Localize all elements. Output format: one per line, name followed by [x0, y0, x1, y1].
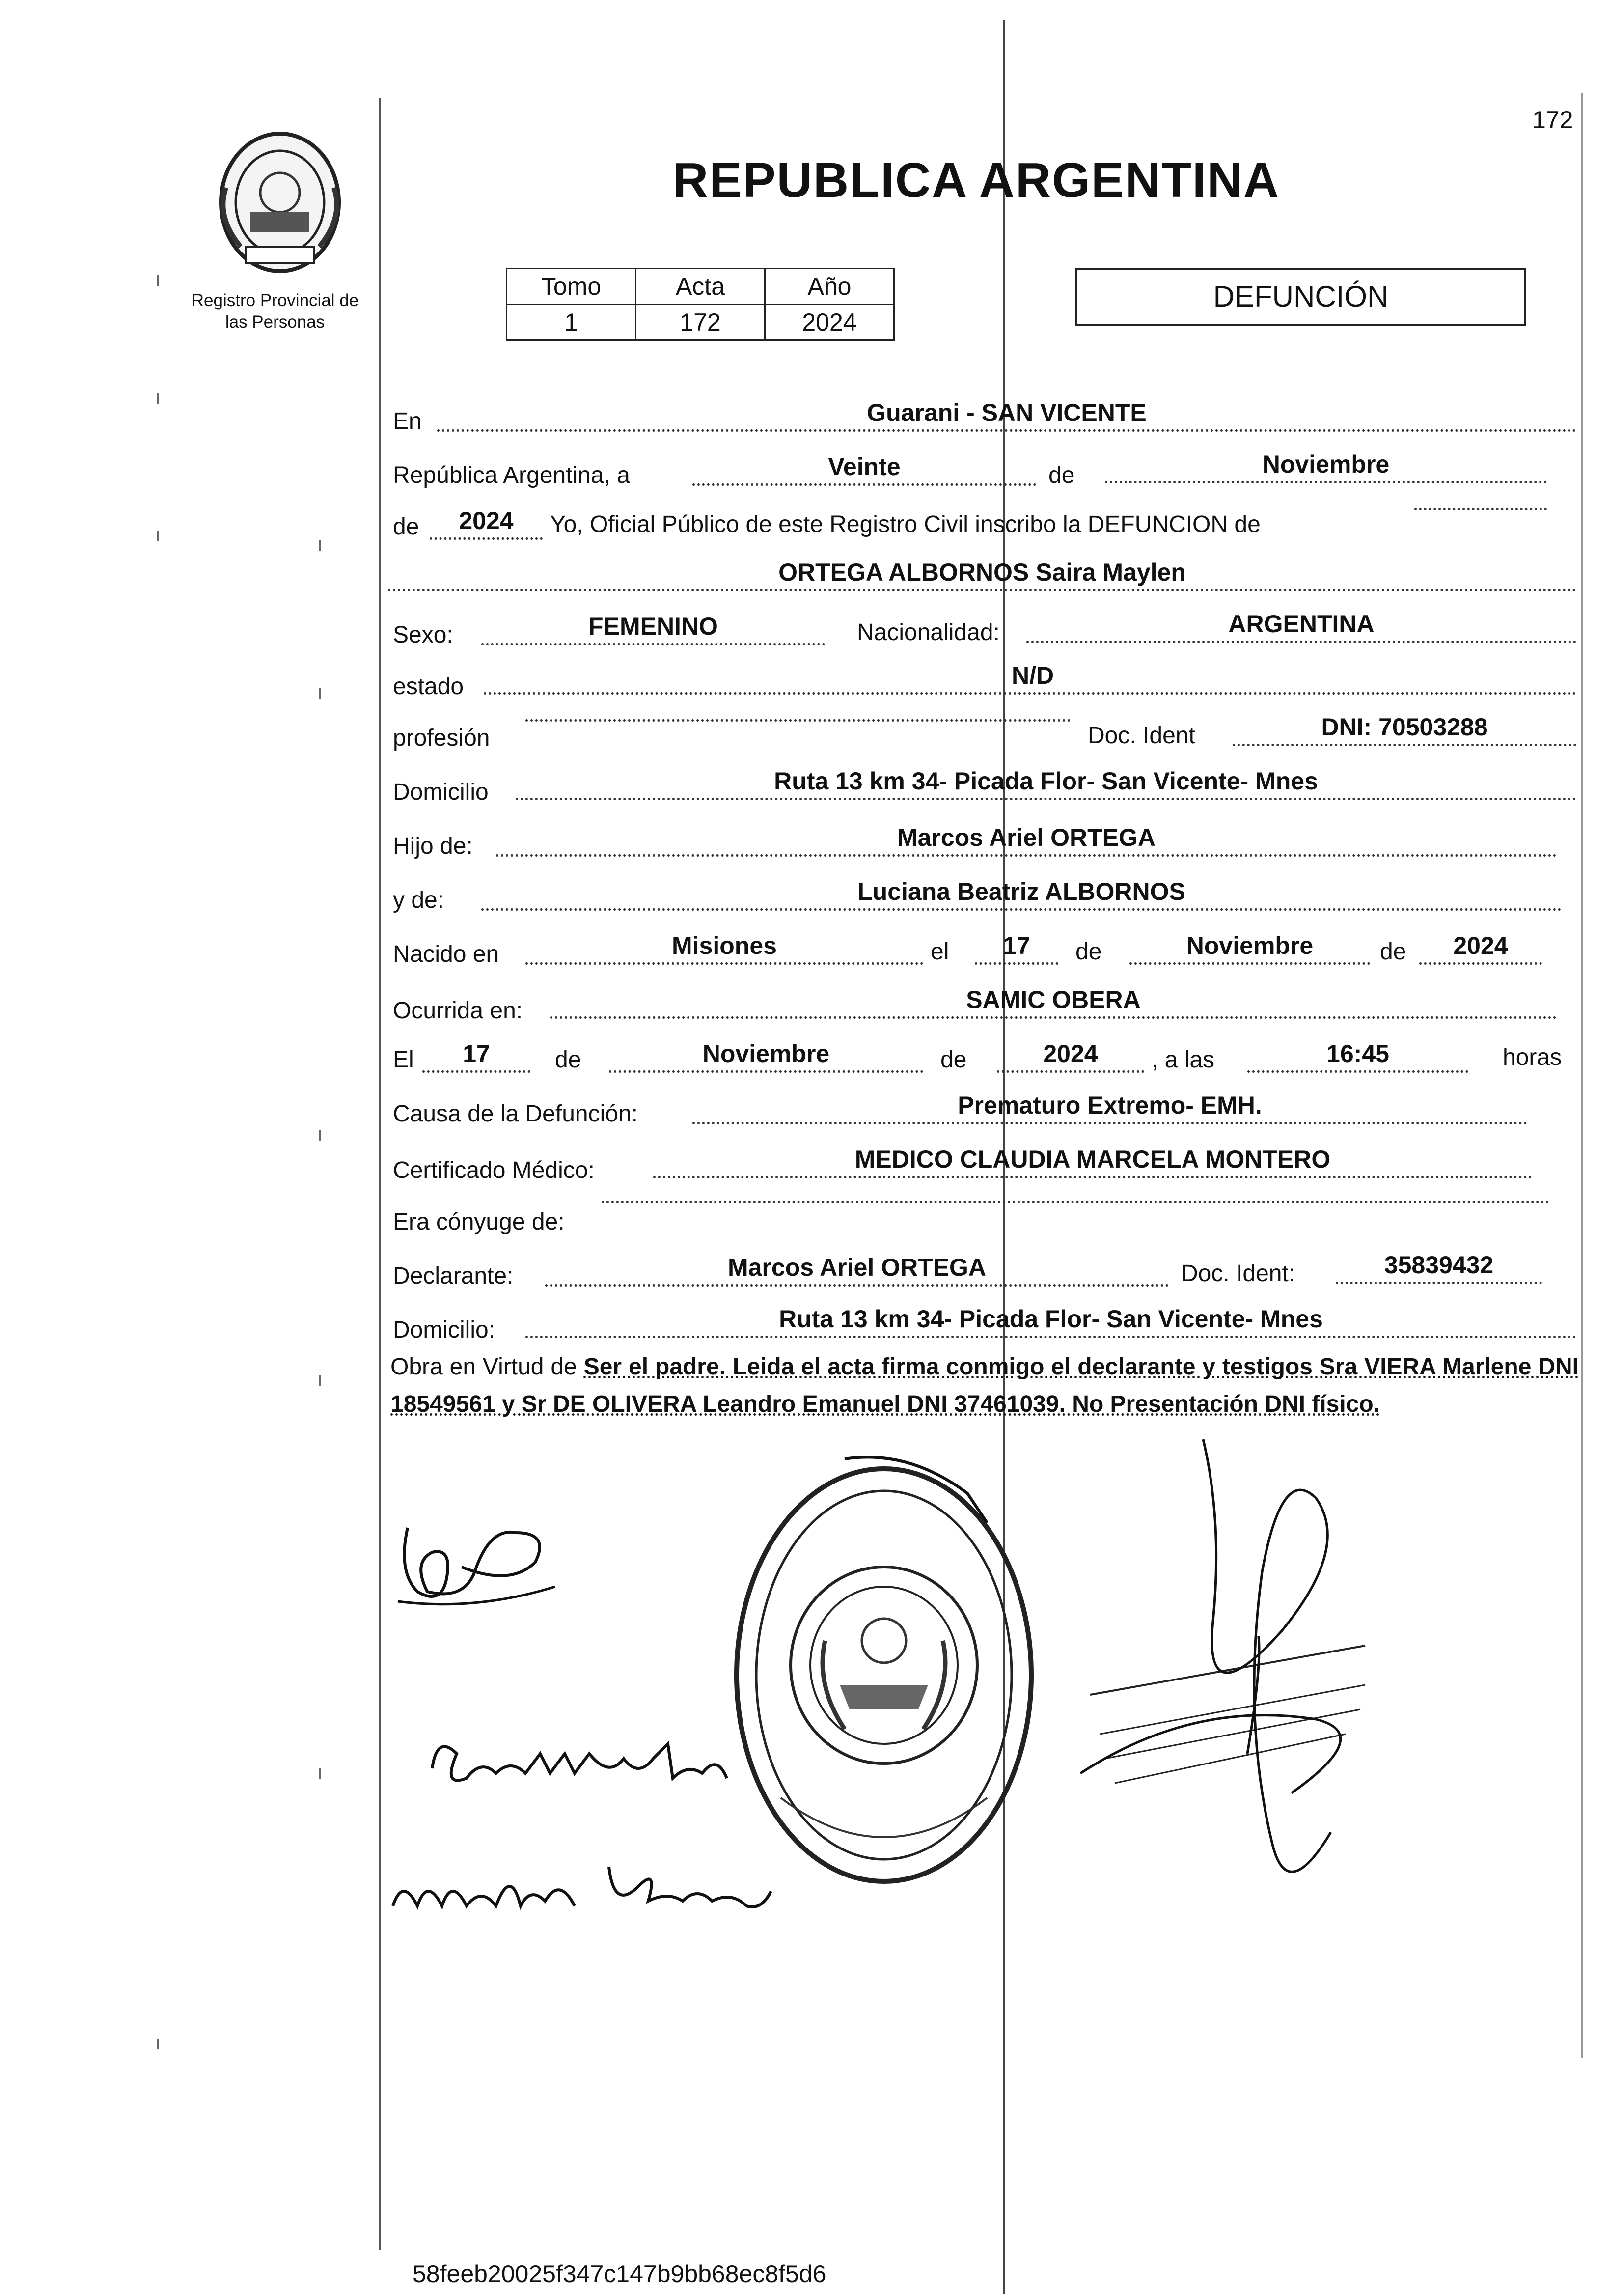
value-def-dia: 17	[422, 1039, 530, 1073]
value-padre: Marcos Ariel ORTEGA	[496, 823, 1557, 857]
scan-speck	[319, 1130, 321, 1141]
value-nac-anio: 2024	[1419, 931, 1542, 965]
label-el: el	[931, 939, 949, 965]
label-profesion: profesión	[393, 725, 490, 751]
registry-label-line1: Registro Provincial de	[191, 291, 359, 310]
left-margin-rule	[379, 98, 381, 2250]
label-de-def-anio: de	[940, 1047, 967, 1073]
table-value-tomo: 1	[507, 305, 636, 340]
label-nacido-en: Nacido en	[393, 941, 499, 967]
label-en: En	[393, 408, 422, 434]
label-de-nac-anio: de	[1380, 939, 1406, 965]
record-type-box: DEFUNCIÓN	[1075, 268, 1526, 326]
value-ocurrida-en: SAMIC OBERA	[550, 985, 1557, 1019]
label-ocurrida-en: Ocurrida en:	[393, 998, 523, 1024]
label-de-year: de	[393, 514, 419, 540]
label-republica: República Argentina, a	[393, 462, 630, 488]
value-profesion	[525, 717, 1071, 722]
label-de-def-mes: de	[555, 1047, 581, 1073]
footer-hash: 58feeb20025f347c147b9bb68ec8f5d6	[413, 2260, 826, 2288]
value-nac-dia: 17	[975, 931, 1058, 965]
value-def-mes: Noviembre	[609, 1039, 923, 1073]
scan-speck	[157, 275, 159, 286]
table-header-tomo: Tomo	[507, 269, 636, 305]
table-header-anio: Año	[765, 269, 894, 305]
value-lugar: Guarani - SAN VICENTE	[437, 398, 1576, 432]
label-domicilio-declarante: Domicilio:	[393, 1317, 495, 1343]
value-hora: 16:45	[1247, 1039, 1468, 1073]
registry-logo	[196, 129, 363, 276]
table-value-acta: 172	[636, 305, 765, 340]
value-conyuge	[602, 1199, 1549, 1203]
label-a-las: , a las	[1152, 1047, 1215, 1073]
page-number: 172	[1532, 106, 1573, 134]
value-nac-mes: Noviembre	[1129, 931, 1370, 965]
value-obra-text: Ser el padre. Leida el acta firma conmigo el declarante y testigos Sra VIERA Marlene DNI 18549561 y Sr DE OLIVERA Leandro Emanuel DNI 37461039. No Presentación DNI físico.	[390, 1354, 1579, 1417]
value-madre: Luciana Beatriz ALBORNOS	[481, 877, 1562, 911]
scan-speck	[319, 688, 321, 699]
value-sexo: FEMENINO	[481, 612, 825, 645]
label-estado: estado	[393, 673, 464, 700]
scan-speck	[157, 531, 159, 541]
scan-speck	[157, 393, 159, 404]
value-fallecido: ORTEGA ALBORNOS Saira Maylen	[388, 558, 1576, 591]
label-nacionalidad: Nacionalidad:	[857, 619, 1000, 645]
label-doc-ident: Doc. Ident	[1088, 723, 1195, 749]
value-estado: N/D	[484, 661, 1576, 695]
table-header-acta: Acta	[636, 269, 765, 305]
value-inscribo-blank	[1414, 506, 1547, 510]
registry-label	[162, 290, 388, 333]
signature-officer	[388, 1493, 565, 1614]
label-inscribo: Yo, Oficial Público de este Registro Civil inscribo la DEFUNCION de	[550, 511, 1261, 537]
label-de: de	[1048, 462, 1075, 488]
right-margin-rule	[1581, 93, 1583, 2058]
value-doc-ident: DNI: 70503288	[1233, 712, 1576, 746]
official-seal	[712, 1454, 1056, 1896]
label-obra-en-virtud: Obra en Virtud de	[390, 1354, 577, 1380]
label-y-de: y de:	[393, 887, 444, 913]
label-certificado: Certificado Médico:	[393, 1157, 595, 1183]
scan-speck	[157, 2039, 159, 2049]
register-table	[506, 268, 895, 341]
value-nacionalidad: ARGENTINA	[1026, 609, 1576, 643]
registry-label-line2: las Personas	[225, 312, 325, 332]
value-declarante-domicilio: Ruta 13 km 34- Picada Flor- San Vicente- Mnes	[525, 1304, 1576, 1338]
scan-speck	[319, 1768, 321, 1779]
label-de-nac-mes: de	[1075, 939, 1102, 965]
label-el-def: El	[393, 1047, 414, 1073]
scan-speck	[319, 1375, 321, 1386]
value-declarante: Marcos Ariel ORTEGA	[545, 1253, 1169, 1287]
label-declarante: Declarante:	[393, 1263, 514, 1289]
signature-witness	[383, 1847, 776, 1948]
label-doc-ident-declarante: Doc. Ident:	[1181, 1260, 1295, 1287]
label-horas: horas	[1503, 1044, 1562, 1070]
label-causa: Causa de la Defunción:	[393, 1101, 638, 1127]
label-conyuge: Era cónyuge de:	[393, 1209, 565, 1235]
label-sexo: Sexo:	[393, 622, 453, 648]
value-domicilio: Ruta 13 km 34- Picada Flor- San Vicente- Mnes	[516, 766, 1576, 800]
value-def-anio: 2024	[997, 1039, 1144, 1073]
signature-declarante	[422, 1724, 737, 1800]
document-title: REPUBLICA ARGENTINA	[673, 153, 1280, 208]
value-causa: Prematuro Extremo- EMH.	[692, 1091, 1527, 1124]
value-dia: Veinte	[692, 452, 1036, 486]
value-certificado: MEDICO CLAUDIA MARCELA MONTERO	[653, 1145, 1532, 1178]
table-value-anio: 2024	[765, 305, 894, 340]
value-mes: Noviembre	[1105, 449, 1547, 483]
value-declarante-doc: 35839432	[1336, 1250, 1542, 1284]
label-hijo-de: Hijo de:	[393, 833, 473, 859]
value-anio: 2024	[430, 506, 543, 540]
label-domicilio: Domicilio	[393, 779, 489, 805]
signature-delegate	[1193, 1425, 1414, 1918]
obra-en-virtud-paragraph	[390, 1348, 1579, 1423]
scan-speck	[319, 540, 321, 551]
value-nacido-en: Misiones	[525, 931, 923, 965]
